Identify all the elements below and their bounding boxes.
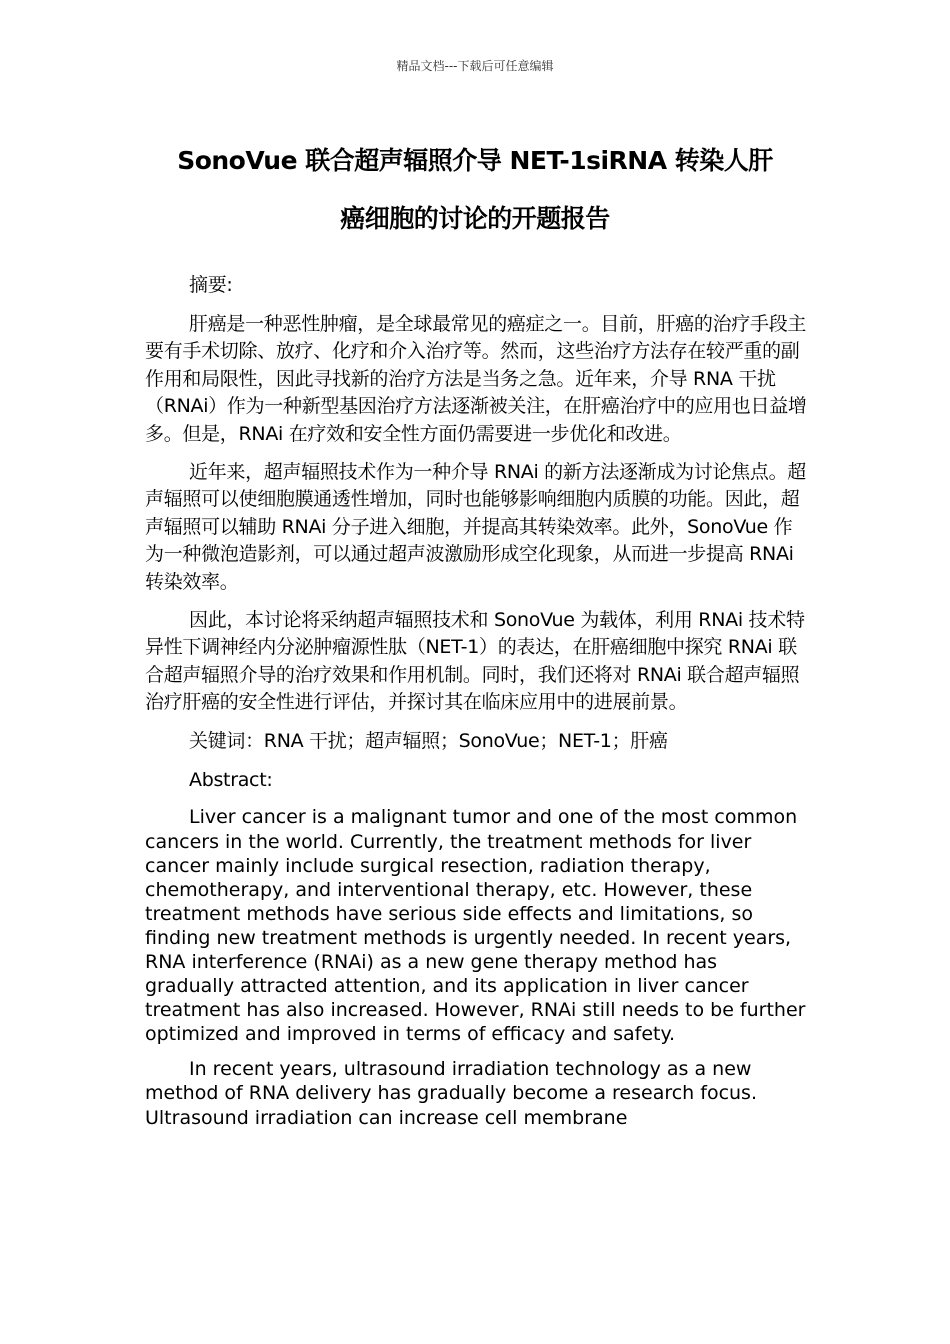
paragraph-zh-1: 肝癌是一种恶性肿瘤，是全球最常见的癌症之一。目前，肝癌的治疗手段主要有手术切除、放疗、化疗和介入治疗等。然而，这些治疗方法存在较严重的副作用和局限性，因此寻找新的治疗方法是当务之急。近年来，介导 RNA 干扰（RNAi）作为一种新型基因治疗方法逐渐被关注，在肝癌治疗中的应用也日益增多。但是，RNAi 在疗效和安全性方面仍需要进一步优化和改进。: [145, 312, 807, 445]
title-line-1: SonoVue 联合超声辐照介导 NET-1siRNA 转染人肝: [177, 146, 773, 175]
paragraph-zh-3: 因此，本讨论将采纳超声辐照技术和 SonoVue 为载体，利用 RNAi 技术特异性下调神经内分泌肿瘤源性肽（NET-1）的表达，在肝癌细胞中探究 RNAi 联合超声辐照介导的治疗效果和作用机制。同时，我们还将对 RNAi 联合超声辐照治疗肝癌的安全性进行评估，并探讨其在临床应用中的进展前景。: [145, 608, 805, 714]
document-title: [120, 132, 830, 248]
paragraph-zh-2: 近年来，超声辐照技术作为一种介导 RNAi 的新方法逐渐成为讨论焦点。超声辐照可以使细胞膜通透性增加，同时也能够影响细胞内质膜的功能。因此，超声辐照可以辅助 RNAi 分子进入细胞，并提高其转染效率。此外，SonoVue 作为一种微泡造影剂，可以通过超声波激励形成空化现象，从而进一步提高 RNAi 转染效率。: [145, 460, 806, 593]
page-header-note: 精品文档---下载后可任意编辑: [396, 59, 554, 73]
title-line-2: 癌细胞的讨论的开题报告: [340, 204, 610, 233]
document-body: [145, 272, 807, 1130]
abstract-label-en: Abstract:: [189, 768, 273, 791]
paragraph-en-1: Liver cancer is a malignant tumor and one of the most common cancers in the world. Currently, the treatment methods for liver cancer mainly include surgical resection, radiation therapy, chemotherapy, and interventional therapy, etc. However, these treatment methods have serious side effects and limitations, so finding new treatment methods is urgently needed. In recent years, RNA interference (RNAi) as a new gene therapy method has gradually attracted attention, and its application in liver cancer treatment has also increased. However, RNAi still needs to be further optimized and improved in terms of efficacy and safety.: [145, 806, 806, 1046]
abstract-label-zh: 摘要:: [189, 274, 233, 296]
paragraph-en-2: In recent years, ultrasound irradiation technology as a new method of RNA delivery has gradually become a research focus. Ultrasound irradiation can increase cell membrane: [145, 1058, 757, 1129]
keywords-zh: 关键词：RNA 干扰；超声辐照；SonoVue；NET-1；肝癌: [189, 729, 668, 752]
